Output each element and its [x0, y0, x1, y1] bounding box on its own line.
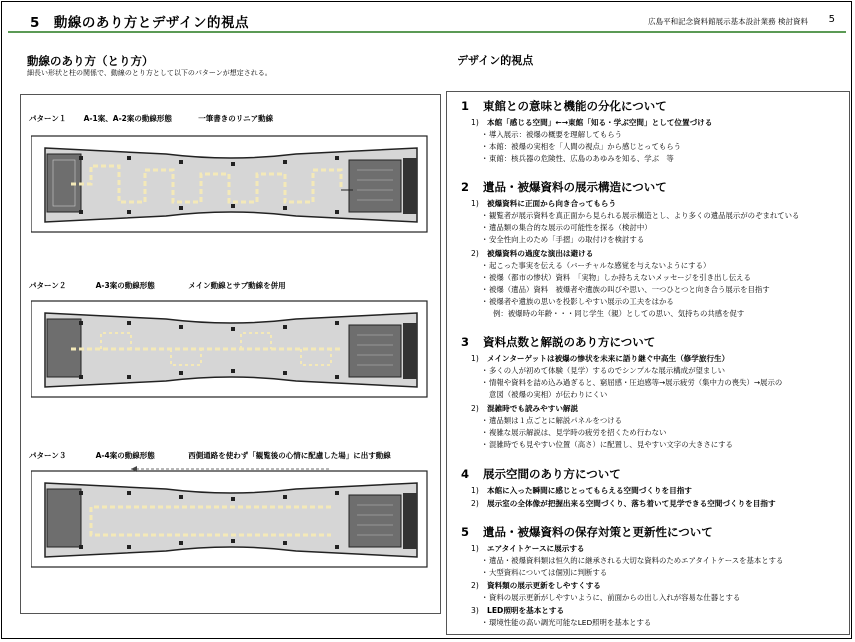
page-header	[8, 8, 846, 32]
item-1-1-num: 1)	[471, 118, 479, 127]
item-3-1-text: メインターゲットは被爆の惨状を未来に語り継ぐ中高生（修学旅行生）	[487, 354, 730, 363]
item-3-1-num: 1)	[471, 354, 479, 363]
bullet: ・大型資料については個別に判断する	[481, 568, 608, 577]
bullet-text: 遺品類の集合的な展示の可能性を探る（検討中）	[489, 223, 652, 232]
bullet: ・環境性能の高い調光可能なLED照明を基本とする	[481, 618, 652, 627]
item-5-3-text: LED照明を基本とする	[487, 606, 565, 615]
bullet-text: 遺品類は１点ごとに解説パネルをつける	[489, 416, 623, 425]
item-1-1	[471, 117, 712, 128]
bullet: ・起こった事実を伝える（バーチャルな感覚を与えないようにする）	[481, 261, 711, 270]
item-5-2-text: 資料類の展示更新をしやすくする	[487, 581, 601, 590]
item-5-3	[471, 605, 564, 616]
bullet-text: 導入展示：被爆の概要を理解してもらう	[489, 130, 623, 139]
pattern-1-plan: A-1案、A-2案の動線形態	[83, 114, 172, 123]
section-3-num: 3	[461, 335, 470, 349]
item-3-2-num: 2)	[471, 404, 479, 413]
bullet: ・混雑時でも見やすい位置（高さ）に配置し、見やすい文字の大きさにする	[481, 440, 733, 449]
item-5-1	[471, 543, 585, 554]
header-rule	[8, 31, 846, 33]
pattern-1-label: パターン１	[29, 114, 67, 123]
pattern-1-plan-drawing	[31, 130, 431, 240]
section-5-title: 遺品・被爆資料の保存対策と更新性について	[483, 525, 713, 539]
bullet-text: 資料の展示更新がしやすいように、前面からの出し入れが容易な仕器とする	[489, 593, 741, 602]
pattern-2-label: パターン２	[29, 281, 67, 290]
item-5-2	[471, 580, 601, 591]
item-5-2-num: 2)	[471, 581, 479, 590]
item-2-1-text: 被爆資料に正面から向き合ってもらう	[487, 199, 617, 208]
pattern-3-label: パターン３	[29, 451, 67, 460]
section-4-num: 4	[461, 467, 470, 481]
page-title: 5 動線のあり方とデザイン的視点	[30, 15, 249, 31]
item-2-1-num: 1)	[471, 199, 479, 208]
item-5-3-num: 3)	[471, 606, 479, 615]
item-4-1	[471, 485, 692, 496]
left-title: 動線のあり方（とり方）	[27, 54, 154, 68]
pattern-3-title	[29, 450, 391, 461]
item-5-1-text: エアタイトケースに展示する	[487, 544, 585, 553]
bullet: ・遺品・被爆資料類は恒久的に継承される大切な資料のためエアタイトケースを基本とする	[481, 556, 784, 565]
pattern-3-desc: 西側通路を使わず「観覧後の心情に配慮した場」に出す動線	[188, 451, 391, 460]
design-viewpoints-panel	[446, 91, 850, 635]
bullet: ・導入展示：被爆の概要を理解してもらう	[481, 130, 623, 139]
bullet-text: 環境性能の高い調光可能なLED照明を基本とする	[489, 618, 652, 627]
section-3-title: 資料点数と解説のあり方について	[483, 335, 656, 349]
example-text: 例：被爆時の年齢・・・同じ学生（親）としての思い、気持ちの共感を促す	[493, 309, 745, 318]
left-subtitle: 細長い形状と柱の関係で、動線のとり方として以下のパターンが想定される。	[27, 69, 272, 77]
section-2-heading	[461, 179, 667, 195]
bullet-text: 混雑時でも見やすい位置（高さ）に配置し、見やすい文字の大きさにする	[489, 440, 733, 449]
bullet-text: 被爆（遺品）資料 被爆者や遺族の叫びや思い、一つひとつと向き合う展示を目指す	[489, 285, 770, 294]
bullet-text: 被爆（都市の惨状）資料 「実物」しか持ちえないメッセージを引き出し伝える	[489, 273, 751, 282]
bullet-text: 東館：核兵器の危険性、広島のあゆみを知る、学ぶ 等	[489, 154, 674, 163]
item-2-2-num: 2)	[471, 249, 479, 258]
bullet: ・被爆（遺品）資料 被爆者や遺族の叫びや思い、一つひとつと向き合う展示を目指す	[481, 285, 770, 294]
item-4-2-text: 展示室の全体像が把握出来る空間づくり、落ち着いて見学できる空間づくりを目指す	[487, 499, 776, 508]
bullet: ・観覧者が展示資料を真正面から見られる展示構造とし、より多くの遺品展示がのぞまれている	[481, 211, 800, 220]
section-4-heading	[461, 466, 621, 482]
bullet: ・複雑な展示解説は、見学時の疲労を招くため行わない	[481, 428, 667, 437]
section-1-title: 東館との意味と機能の分化について	[483, 99, 667, 113]
pattern-3-plan: A-4案の動線形態	[95, 451, 155, 460]
item-4-2	[471, 498, 776, 509]
section-2-num: 2	[461, 180, 470, 194]
item-4-1-text: 本館に入った瞬間に感じとってもらえる空間づくりを目指す	[487, 486, 692, 495]
item-3-1	[471, 353, 729, 364]
bullet: ・安全性向上のため「手摺」の取付けを検討する	[481, 235, 645, 244]
bullet-continuation: 意図（被爆の実相）が伝わりにくい	[489, 390, 608, 399]
bullet: ・被爆（都市の惨状）資料 「実物」しか持ちえないメッセージを引き出し伝える	[481, 273, 751, 282]
circulation-patterns-panel	[20, 94, 441, 614]
item-3-2-text: 混雑時でも読みやすい解説	[487, 404, 579, 413]
bullet-text: 遺品・被爆資料類は恒久的に継承される大切な資料のためエアタイトケースを基本とする	[489, 556, 784, 565]
bullet: ・遺品類の集合的な展示の可能性を探る（検討中）	[481, 223, 652, 232]
bullet-text: 複雑な展示解説は、見学時の疲労を招くため行わない	[489, 428, 667, 437]
bullet-text: 安全性向上のため「手摺」の取付けを検討する	[489, 235, 645, 244]
item-1-1-text: 本館「感じる空間」←→東館「知る・学ぶ空間」として位置づける	[487, 118, 713, 127]
pattern-2-title	[29, 280, 286, 291]
item-4-1-num: 1)	[471, 486, 479, 495]
section-1-heading	[461, 98, 667, 114]
section-5-num: 5	[461, 525, 470, 539]
bullet: ・本館：被爆の実相を「人間の視点」から感じとってもらう	[481, 142, 682, 151]
item-2-2	[471, 248, 593, 259]
section-3-heading	[461, 334, 655, 350]
item-3-2	[471, 403, 578, 414]
pattern-2-desc: メイン動線とサブ動線を併用	[188, 281, 286, 290]
item-5-1-num: 1)	[471, 544, 479, 553]
item-2-1	[471, 198, 616, 209]
item-2-2-text: 被爆資料の過度な演出は避ける	[487, 249, 594, 258]
section-4-title: 展示空間のあり方について	[483, 467, 621, 481]
bullet: ・東館：核兵器の危険性、広島のあゆみを知る、学ぶ 等	[481, 154, 674, 163]
pattern-2-plan-drawing	[31, 295, 431, 405]
bullet-text: 大型資料については個別に判断する	[489, 568, 608, 577]
bullet-text: 本館：被爆の実相を「人間の視点」から感じとってもらう	[489, 142, 682, 151]
bullet-text: 多くの人が初めて体験（見学）するのでシンプルな展示構成が望ましい	[489, 366, 726, 375]
bullet: ・被爆者や遺族の思いを投影しやすい展示の工夫をはかる	[481, 297, 674, 306]
bullet: ・情報や資料を詰め込み過ぎると、窮屈感・圧迫感等→展示疲労（集中力の喪失）→展示の	[481, 378, 783, 387]
pattern-1-title	[29, 113, 273, 124]
project-name: 広島平和記念資料館展示基本設計業務 検討資料	[648, 17, 808, 26]
bullet-text: 観覧者が展示資料を真正面から見られる展示構造とし、より多くの遺品展示がのぞまれている	[489, 211, 800, 220]
section-2-title: 遺品・被爆資料の展示構造について	[483, 180, 667, 194]
section-5-heading	[461, 524, 713, 540]
pattern-1-desc: 一筆書きのリニア動線	[198, 114, 274, 123]
bullet-text: 起こった事実を伝える（バーチャルな感覚を与えないようにする）	[489, 261, 711, 270]
bullet-text: 被爆者や遺族の思いを投影しやすい展示の工夫をはかる	[489, 297, 674, 306]
pattern-2-plan: A-3案の動線形態	[95, 281, 155, 290]
section-1-num: 1	[461, 99, 470, 113]
item-4-2-num: 2)	[471, 499, 479, 508]
pattern-3-plan-drawing	[31, 465, 431, 575]
right-title: デザイン的視点	[457, 54, 534, 67]
page-number: 5	[828, 14, 835, 25]
bullet: ・多くの人が初めて体験（見学）するのでシンプルな展示構成が望ましい	[481, 366, 726, 375]
bullet: ・遺品類は１点ごとに解説パネルをつける	[481, 416, 623, 425]
bullet-text: 情報や資料を詰め込み過ぎると、窮屈感・圧迫感等→展示疲労（集中力の喪失）→展示の	[489, 378, 783, 387]
bullet: ・資料の展示更新がしやすいように、前面からの出し入れが容易な仕器とする	[481, 593, 741, 602]
